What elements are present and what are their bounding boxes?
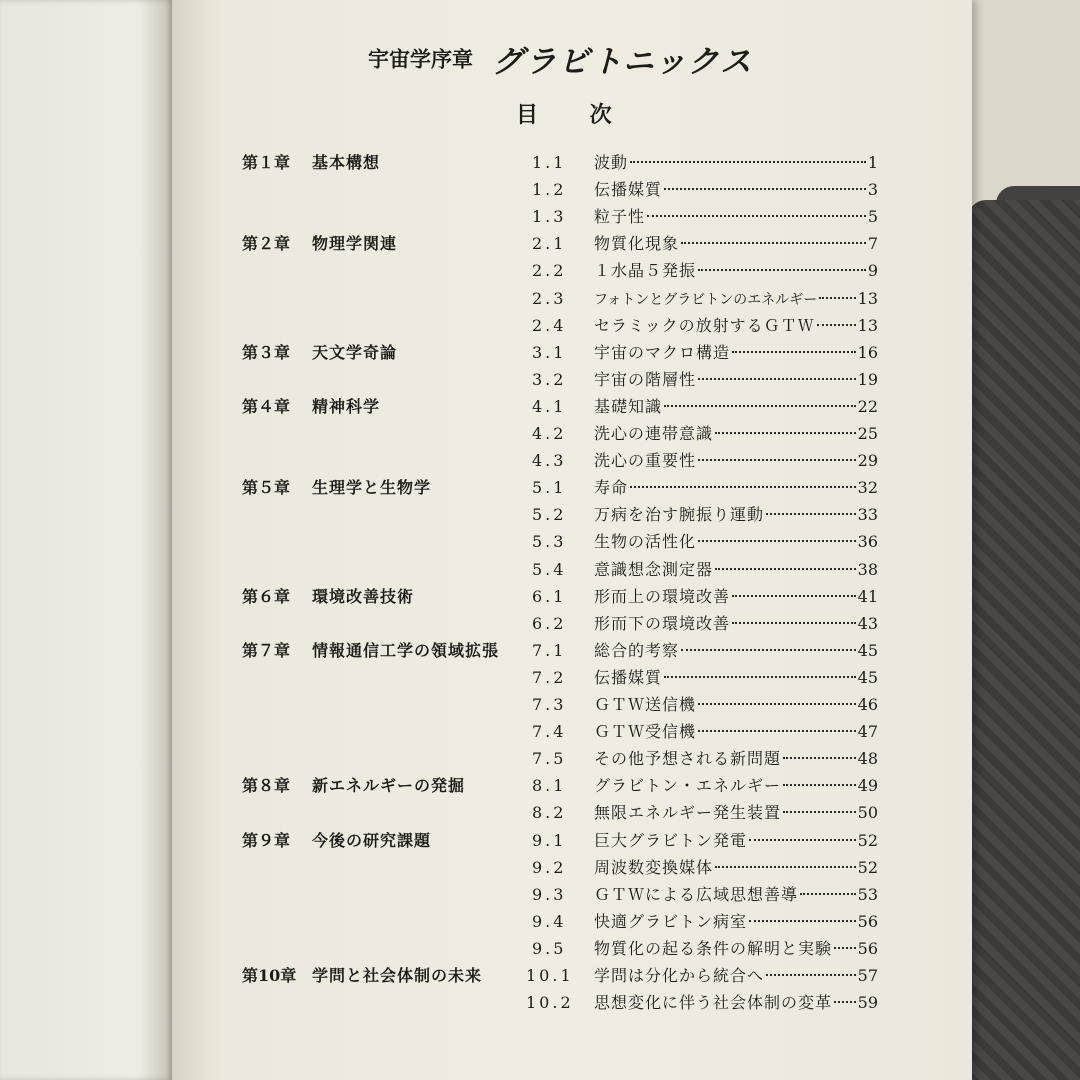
section-title: 物質化の起る条件の解明と実験 [594, 938, 833, 958]
section-entry [594, 773, 878, 799]
chapter-label [242, 584, 414, 610]
section-title: 粒子性 [594, 207, 646, 227]
page-number: 59 [857, 993, 878, 1013]
section-number: 9.4 [532, 911, 567, 931]
page-number: 13 [857, 315, 878, 335]
section-title: 快適グラビトン病室 [594, 911, 748, 931]
chapter-label [242, 394, 380, 420]
leader-dots [800, 893, 856, 895]
leader-dots [783, 757, 856, 759]
section-title: グラビトン・エネルギー [594, 776, 782, 796]
chapter-number: 第９章 [242, 830, 291, 850]
leader-dots [698, 378, 856, 380]
section-entry [594, 936, 878, 962]
page-number: 7 [867, 234, 878, 254]
section-number: 10.1 [526, 966, 574, 985]
chapter-label [242, 231, 397, 257]
page-number: 29 [857, 451, 878, 471]
page-number: 36 [857, 532, 878, 552]
section-number: 2.1 [532, 234, 567, 254]
page-number: 52 [857, 857, 878, 877]
chapter-number: 第３章 [242, 342, 291, 362]
page-number: 5 [867, 207, 878, 227]
section-title: 形而上の環境改善 [594, 586, 731, 606]
page-number: 1 [867, 153, 878, 172]
section-number: 7.2 [532, 667, 567, 687]
book-title-prefix: 宇宙学序章 [368, 46, 473, 72]
section-title: ＧＴＷ送信機 [594, 695, 697, 714]
toc-row [0, 909, 1080, 935]
page-number: 49 [857, 776, 878, 796]
page-number: 47 [857, 722, 878, 742]
section-title: 洗心の重要性 [594, 451, 697, 471]
leader-dots [766, 513, 856, 515]
page-number: 41 [857, 586, 878, 606]
section-entry [594, 584, 878, 610]
section-number: 8.1 [532, 776, 567, 796]
page-number: 48 [857, 749, 878, 769]
chapter-title: 基本構想 [312, 153, 381, 172]
section-number: 1.2 [532, 180, 567, 200]
section-title: 波動 [594, 153, 629, 172]
section-entry [594, 529, 878, 555]
section-number: 4.2 [532, 424, 567, 443]
leader-dots [819, 297, 855, 299]
chapter-number: 第６章 [242, 586, 291, 606]
chapter-title: 精神科学 [312, 396, 381, 416]
page-number: 33 [857, 505, 878, 525]
section-entry [594, 340, 878, 366]
section-title: 周波数変換媒体 [594, 857, 714, 877]
chapter-title: 今後の研究課題 [312, 830, 432, 850]
toc-row [0, 204, 1080, 230]
section-number: 7.3 [532, 695, 567, 714]
chapter-number: 第１章 [242, 153, 291, 172]
section-title: 宇宙の階層性 [594, 369, 697, 389]
toc-row [0, 719, 1080, 745]
toc-row [0, 150, 1080, 176]
section-number: 6.2 [532, 613, 567, 633]
section-number: 5.3 [532, 532, 567, 552]
section-number: 10.2 [526, 993, 574, 1013]
section-number: 4.3 [532, 451, 567, 471]
section-entry [594, 177, 878, 203]
section-title: 学問は分化から統合へ [594, 966, 765, 985]
leader-dots [715, 432, 856, 434]
section-entry [594, 882, 878, 908]
section-title: 寿命 [594, 478, 629, 498]
toc-row [0, 611, 1080, 637]
section-number: 1.1 [532, 153, 567, 172]
section-title: 洗心の連帯意識 [594, 424, 714, 443]
toc-row [0, 828, 1080, 854]
section-number: 2.3 [532, 288, 567, 308]
toc-row [0, 367, 1080, 393]
leader-dots [698, 459, 856, 461]
section-title: 基礎知識 [594, 396, 663, 416]
leader-dots [630, 161, 866, 163]
leader-dots [749, 839, 856, 841]
section-title: フォトンとグラビトンのエネルギー [594, 291, 818, 308]
section-title: １水晶５発振 [594, 261, 697, 281]
toc-row [0, 638, 1080, 664]
section-entry [594, 665, 878, 691]
toc-row [0, 231, 1080, 257]
toc-row [0, 936, 1080, 962]
chapter-label [242, 963, 482, 989]
page-number: 43 [857, 613, 878, 633]
toc-row [0, 557, 1080, 583]
toc-row [0, 421, 1080, 447]
section-title: ＧＴＷ受信機 [594, 722, 697, 742]
section-number: 9.1 [532, 830, 567, 850]
leader-dots [732, 622, 856, 624]
leader-dots [664, 405, 856, 407]
chapter-label [242, 475, 431, 501]
page-number: 32 [857, 478, 878, 498]
section-number: 6.1 [532, 586, 567, 606]
leader-dots [630, 486, 856, 488]
section-entry [594, 638, 878, 664]
section-entry [594, 502, 878, 528]
toc-row [0, 502, 1080, 528]
section-entry [594, 692, 878, 718]
leader-dots [698, 730, 856, 732]
section-number: 7.1 [532, 640, 567, 660]
page-number: 19 [857, 369, 878, 389]
chapter-title: 学問と社会体制の未来 [312, 966, 483, 985]
section-title: 形而下の環境改善 [594, 613, 731, 633]
section-title: 万病を治す腕振り運動 [594, 505, 765, 525]
section-title: 総合的考察 [594, 640, 680, 660]
page-number: 50 [857, 803, 878, 823]
chapter-number: 第２章 [242, 234, 291, 254]
section-entry [594, 855, 878, 881]
chapter-label [242, 773, 465, 799]
toc-row [0, 773, 1080, 799]
page-number: 3 [867, 180, 878, 200]
toc-row [0, 746, 1080, 772]
leader-dots [715, 866, 856, 868]
section-number: 5.4 [532, 559, 567, 579]
section-entry [594, 150, 878, 176]
section-title: 物質化現象 [594, 234, 680, 254]
page-number: 38 [857, 559, 878, 579]
section-title: セラミックの放射するＧＴＷ [594, 315, 815, 335]
toc-row [0, 529, 1080, 555]
section-entry [594, 990, 878, 1016]
leader-dots [698, 269, 866, 271]
toc-row [0, 990, 1080, 1016]
page-number: 57 [857, 966, 878, 985]
section-entry [594, 448, 878, 474]
page-number: 56 [857, 938, 878, 958]
chapter-number: 第４章 [242, 396, 291, 416]
chapter-label [242, 340, 397, 366]
leader-dots [783, 784, 856, 786]
section-title: 宇宙のマクロ構造 [594, 342, 731, 362]
section-number: 5.1 [532, 478, 567, 498]
section-entry [594, 231, 878, 257]
chapter-number: 第５章 [242, 478, 291, 498]
leader-dots [749, 920, 856, 922]
page-number: 22 [857, 396, 878, 416]
page-number: 45 [857, 640, 878, 660]
section-entry [594, 421, 878, 447]
chapter-label [242, 150, 380, 176]
toc-row [0, 286, 1080, 312]
section-entry [594, 719, 878, 745]
chapter-number: 第８章 [242, 776, 291, 796]
toc-row [0, 340, 1080, 366]
toc-row [0, 394, 1080, 420]
chapter-title: 新エネルギーの発掘 [312, 776, 466, 796]
chapter-number: 第７章 [242, 640, 291, 660]
section-number: 5.2 [532, 505, 567, 525]
section-entry [594, 828, 878, 854]
toc-row [0, 692, 1080, 718]
section-number: 9.3 [532, 884, 567, 904]
section-title: 無限エネルギー発生装置 [594, 803, 782, 823]
section-title: 生物の活性化 [594, 532, 697, 552]
page-number: 53 [857, 884, 878, 904]
chapter-title: 情報通信工学の領域拡張 [312, 640, 500, 660]
page-number: 46 [857, 695, 878, 714]
leader-dots [647, 215, 866, 217]
page-number: 13 [857, 288, 878, 308]
section-entry [594, 475, 878, 501]
leader-dots [681, 242, 866, 244]
page-number: 9 [867, 261, 878, 281]
toc-row [0, 177, 1080, 203]
toc-row [0, 882, 1080, 908]
leader-dots [698, 703, 856, 705]
section-title: 意識想念測定器 [594, 559, 714, 579]
leader-dots [766, 974, 856, 976]
chapter-number: 第10章 [242, 966, 297, 985]
section-entry [594, 611, 878, 637]
chapter-title: 天文学奇論 [312, 342, 398, 362]
book-title-main: グラビトニックス [492, 44, 754, 80]
toc-row [0, 448, 1080, 474]
toc-row [0, 800, 1080, 826]
section-number: 3.1 [532, 342, 567, 362]
page-number: 45 [857, 667, 878, 687]
section-title: 伝播媒質 [594, 667, 663, 687]
section-number: 2.4 [532, 315, 567, 335]
leader-dots [664, 188, 866, 190]
leader-dots [732, 351, 856, 353]
chapter-title: 環境改善技術 [312, 586, 415, 606]
chapter-label [242, 638, 499, 664]
chapter-title: 生理学と生物学 [312, 478, 432, 498]
section-entry [594, 746, 878, 772]
section-entry [594, 909, 878, 935]
toc-row [0, 258, 1080, 284]
page-number: 52 [857, 830, 878, 850]
page-number: 25 [857, 424, 878, 443]
section-title: ＧＴＷによる広域思想善導 [594, 884, 799, 904]
section-number: 1.3 [532, 207, 567, 227]
section-number: 7.5 [532, 749, 567, 769]
leader-dots [681, 649, 856, 651]
section-entry [594, 204, 878, 230]
section-title: 伝播媒質 [594, 180, 663, 200]
leader-dots [834, 1001, 856, 1003]
leader-dots [698, 540, 856, 542]
chapter-title: 物理学関連 [312, 234, 398, 254]
section-number: 4.1 [532, 396, 567, 416]
section-entry [594, 963, 878, 989]
toc-row [0, 665, 1080, 691]
leader-dots [817, 324, 856, 326]
section-entry [594, 367, 878, 393]
leader-dots [783, 811, 856, 813]
section-entry [594, 557, 878, 583]
leader-dots [834, 947, 856, 949]
leader-dots [732, 595, 856, 597]
section-title: その他予想される新問題 [594, 749, 782, 769]
toc-row [0, 584, 1080, 610]
toc-heading: 目 次 [516, 102, 634, 128]
section-number: 7.4 [532, 722, 567, 742]
page-number: 16 [857, 342, 878, 362]
section-entry [594, 394, 878, 420]
leader-dots [664, 676, 856, 678]
toc-row [0, 313, 1080, 339]
toc-row [0, 963, 1080, 989]
section-number: 3.2 [532, 369, 567, 389]
leader-dots [715, 568, 856, 570]
toc-row [0, 855, 1080, 881]
section-number: 9.2 [532, 857, 567, 877]
section-title: 思想変化に伴う社会体制の変革 [594, 993, 833, 1013]
section-entry [594, 258, 878, 284]
toc-row [0, 475, 1080, 501]
chapter-label [242, 828, 431, 854]
section-title: 巨大グラビトン発電 [594, 830, 748, 850]
section-entry [594, 800, 878, 826]
section-number: 2.2 [532, 261, 567, 281]
section-number: 8.2 [532, 803, 567, 823]
section-number: 9.5 [532, 938, 567, 958]
section-entry [594, 286, 878, 313]
page-number: 56 [857, 911, 878, 931]
section-entry [594, 313, 878, 339]
